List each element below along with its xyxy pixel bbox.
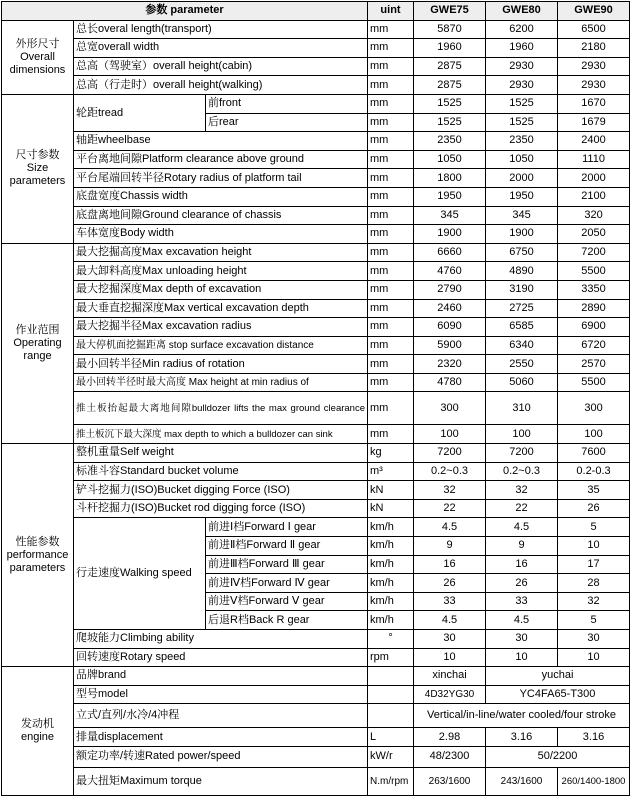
param-unit: km/h	[368, 555, 414, 574]
param-name: 最大停机面挖掘距离 stop surface excavation distance	[74, 336, 368, 355]
value-gwe75: 2.98	[414, 728, 486, 747]
value-gwe90: 1670	[558, 94, 630, 113]
param-unit: mm	[368, 57, 414, 76]
table-row	[2, 355, 630, 374]
value-gwe90: 2180	[558, 39, 630, 58]
param-unit: mm	[368, 150, 414, 169]
table-row	[2, 630, 630, 649]
value-gwe75: 300	[414, 392, 486, 425]
value-gwe75: 4D32YG30	[414, 685, 486, 704]
param-name: 总高（驾驶室）overall height(cabin)	[74, 57, 368, 76]
value-gwe80-gwe90: 50/2200	[486, 746, 630, 767]
value-gwe90: 2050	[558, 225, 630, 244]
value-gwe90: 2930	[558, 57, 630, 76]
param-unit: km/h	[368, 592, 414, 611]
header-model-gwe75: GWE75	[414, 2, 486, 21]
param-name: 最大卸料高度Max unloading height	[74, 262, 368, 281]
param-subname: 前进Ⅱ档Forward Ⅱ gear	[206, 537, 368, 556]
value-gwe80: 7200	[486, 444, 558, 463]
value-gwe75: 2460	[414, 299, 486, 318]
value-gwe75: 1050	[414, 150, 486, 169]
value-gwe80: 2930	[486, 76, 558, 95]
param-unit	[368, 704, 414, 728]
table-row	[2, 206, 630, 225]
value-gwe80: 6585	[486, 318, 558, 337]
value-gwe80: 30	[486, 630, 558, 649]
value-gwe75: 22	[414, 499, 486, 518]
value-gwe80: 22	[486, 499, 558, 518]
value-gwe80: 33	[486, 592, 558, 611]
value-gwe90: 10	[558, 648, 630, 667]
param-unit: kg	[368, 444, 414, 463]
param-subname: 后退R档Back R gear	[206, 611, 368, 630]
value-gwe75: 4.5	[414, 518, 486, 537]
value-gwe90: 100	[558, 425, 630, 444]
value-gwe75: 2875	[414, 57, 486, 76]
value-gwe80: 10	[486, 648, 558, 667]
value-gwe80: 1050	[486, 150, 558, 169]
value-gwe75: 9	[414, 537, 486, 556]
value-all-models: Vertical/in-line/water cooled/four stroke	[414, 704, 630, 728]
value-gwe75: 10	[414, 648, 486, 667]
table-row	[2, 132, 630, 151]
param-name: 标准斗容Standard bucket volume	[74, 462, 368, 481]
value-gwe75: 1950	[414, 187, 486, 206]
param-name: 推土板沉下最大深度 max depth to which a bulldozer can sink	[74, 425, 368, 444]
value-gwe90: 3350	[558, 280, 630, 299]
value-gwe75: 1960	[414, 39, 486, 58]
param-subname: 后rear	[206, 113, 368, 132]
value-gwe75: 1525	[414, 113, 486, 132]
param-unit: mm	[368, 169, 414, 188]
value-gwe75: 1900	[414, 225, 486, 244]
value-gwe80-gwe90: YC4FA65-T300	[486, 685, 630, 704]
table-row	[2, 746, 630, 767]
value-gwe90: 30	[558, 630, 630, 649]
value-gwe90: 5	[558, 518, 630, 537]
table-row	[2, 243, 630, 262]
value-gwe80: 1950	[486, 187, 558, 206]
table-row	[2, 20, 630, 39]
table-row	[2, 444, 630, 463]
param-name: 回转速度Rotary speed	[74, 648, 368, 667]
param-name: 铲斗挖掘力(ISO)Bucket digging Force (ISO)	[74, 481, 368, 500]
value-gwe80: 3.16	[486, 728, 558, 747]
value-gwe75: 5870	[414, 20, 486, 39]
param-unit: mm	[368, 20, 414, 39]
table-row	[2, 336, 630, 355]
table-row	[2, 728, 630, 747]
param-name: 斗杆挖掘力(ISO)Bucket rod digging force (ISO)	[74, 499, 368, 518]
param-unit: kW/r	[368, 746, 414, 767]
value-gwe80: 26	[486, 574, 558, 593]
param-unit: mm	[368, 132, 414, 151]
value-gwe75: 4760	[414, 262, 486, 281]
table-row	[2, 767, 630, 795]
value-gwe90: 28	[558, 574, 630, 593]
param-unit: km/h	[368, 537, 414, 556]
param-unit: m³	[368, 462, 414, 481]
value-gwe90: 2000	[558, 169, 630, 188]
value-gwe75: 2350	[414, 132, 486, 151]
value-gwe80: 5060	[486, 373, 558, 392]
value-gwe90: 6500	[558, 20, 630, 39]
param-unit: mm	[368, 392, 414, 425]
param-name: 推土板抬起最大离地间隙bulldozer lifts the max ground clearance	[74, 392, 368, 425]
category-engine: 发动机 engine	[2, 667, 74, 796]
param-unit: mm	[368, 262, 414, 281]
header-model-gwe90: GWE90	[558, 2, 630, 21]
param-name: 整机重量Self weight	[74, 444, 368, 463]
value-gwe90: 2100	[558, 187, 630, 206]
value-gwe80: 2000	[486, 169, 558, 188]
table-row	[2, 648, 630, 667]
table-row	[2, 39, 630, 58]
value-gwe80: 345	[486, 206, 558, 225]
value-gwe90: 5	[558, 611, 630, 630]
value-gwe90: 5500	[558, 373, 630, 392]
header-unit: uint	[368, 2, 414, 21]
param-unit: mm	[368, 225, 414, 244]
value-gwe90: 260/1400-1800	[558, 767, 630, 795]
table-row	[2, 518, 630, 537]
value-gwe75: 30	[414, 630, 486, 649]
param-unit: km/h	[368, 611, 414, 630]
value-gwe80: 100	[486, 425, 558, 444]
value-gwe80: 6200	[486, 20, 558, 39]
table-row	[2, 187, 630, 206]
param-unit: mm	[368, 355, 414, 374]
value-gwe90: 7200	[558, 243, 630, 262]
param-name: 型号model	[74, 685, 368, 704]
value-gwe75: xinchai	[414, 667, 486, 686]
value-gwe90: 6720	[558, 336, 630, 355]
value-gwe80: 3190	[486, 280, 558, 299]
value-gwe80: 1525	[486, 94, 558, 113]
param-name: 爬坡能力Climbing ability	[74, 630, 368, 649]
value-gwe90: 10	[558, 537, 630, 556]
table-row	[2, 704, 630, 728]
value-gwe75: 0.2~0.3	[414, 462, 486, 481]
param-unit: mm	[368, 187, 414, 206]
param-name: 最大垂直挖掘深度Max vertical excavation depth	[74, 299, 368, 318]
header-row	[2, 2, 630, 21]
param-name: 最大扭矩Maximum torque	[74, 767, 368, 795]
value-gwe80: 4890	[486, 262, 558, 281]
value-gwe90: 17	[558, 555, 630, 574]
param-unit: mm	[368, 76, 414, 95]
value-gwe75: 4.5	[414, 611, 486, 630]
value-gwe75: 2790	[414, 280, 486, 299]
header-model-gwe80: GWE80	[486, 2, 558, 21]
value-gwe80: 4.5	[486, 611, 558, 630]
value-gwe75: 5900	[414, 336, 486, 355]
value-gwe75: 48/2300	[414, 746, 486, 767]
param-unit: rpm	[368, 648, 414, 667]
table-row	[2, 373, 630, 392]
table-row	[2, 76, 630, 95]
table-row	[2, 169, 630, 188]
value-gwe90: 32	[558, 592, 630, 611]
param-subname: 前进Ⅰ档Forward Ⅰ gear	[206, 518, 368, 537]
value-gwe90: 2890	[558, 299, 630, 318]
value-gwe75: 7200	[414, 444, 486, 463]
value-gwe80: 1960	[486, 39, 558, 58]
value-gwe75: 2875	[414, 76, 486, 95]
table-row	[2, 262, 630, 281]
value-gwe90: 2570	[558, 355, 630, 374]
value-gwe80: 9	[486, 537, 558, 556]
table-row	[2, 392, 630, 425]
value-gwe90: 7600	[558, 444, 630, 463]
value-gwe80: 2350	[486, 132, 558, 151]
value-gwe90: 3.16	[558, 728, 630, 747]
value-gwe75: 263/1600	[414, 767, 486, 795]
param-name: 平台尾端回转半径Rotary radius of platform tail	[74, 169, 368, 188]
param-subname: 前进Ⅳ档Forward Ⅳ gear	[206, 574, 368, 593]
param-unit: mm	[368, 425, 414, 444]
param-name: 最小回转半径时最大高度 Max height at min radius of	[74, 373, 368, 392]
param-subname: 前进Ⅴ档Forward Ⅴ gear	[206, 592, 368, 611]
value-gwe80: 6340	[486, 336, 558, 355]
param-name: 立式/直列/水冷/4冲程	[74, 704, 368, 728]
spec-table	[1, 1, 630, 796]
value-gwe90: 35	[558, 481, 630, 500]
value-gwe80: 16	[486, 555, 558, 574]
table-row	[2, 57, 630, 76]
table-row	[2, 667, 630, 686]
param-unit: kN	[368, 481, 414, 500]
table-row	[2, 94, 630, 113]
table-row	[2, 318, 630, 337]
value-gwe80: 310	[486, 392, 558, 425]
value-gwe75: 32	[414, 481, 486, 500]
param-group-name: 行走速度Walking speed	[74, 518, 206, 630]
value-gwe75: 345	[414, 206, 486, 225]
value-gwe80: 0.2~0.3	[486, 462, 558, 481]
param-group-name: 轮距tread	[74, 94, 206, 131]
value-gwe75: 26	[414, 574, 486, 593]
table-row	[2, 225, 630, 244]
param-name: 车体宽度Body width	[74, 225, 368, 244]
value-gwe75: 6660	[414, 243, 486, 262]
param-unit: mm	[368, 94, 414, 113]
table-row	[2, 481, 630, 500]
value-gwe80: 32	[486, 481, 558, 500]
param-name: 总宽overall width	[74, 39, 368, 58]
param-name: 总高（行走时）overall height(walking)	[74, 76, 368, 95]
table-row	[2, 462, 630, 481]
value-gwe90: 6900	[558, 318, 630, 337]
value-gwe80-gwe90: yuchai	[486, 667, 630, 686]
param-unit: °	[368, 630, 414, 649]
category-size: 尺寸参数 Size parameters	[2, 94, 74, 243]
table-row	[2, 499, 630, 518]
value-gwe75: 33	[414, 592, 486, 611]
param-unit: km/h	[368, 518, 414, 537]
value-gwe90: 2930	[558, 76, 630, 95]
param-name: 总长overal length(transport)	[74, 20, 368, 39]
header-parameter: 参数 parameter	[2, 2, 368, 21]
param-name: 排量displacement	[74, 728, 368, 747]
param-unit: mm	[368, 39, 414, 58]
value-gwe90: 320	[558, 206, 630, 225]
param-unit: kN	[368, 499, 414, 518]
value-gwe80: 4.5	[486, 518, 558, 537]
param-unit: mm	[368, 373, 414, 392]
param-unit: mm	[368, 113, 414, 132]
param-name: 最小回转半径Min radius of rotation	[74, 355, 368, 374]
param-unit: mm	[368, 206, 414, 225]
param-unit: mm	[368, 243, 414, 262]
param-name: 最大挖掘深度Max depth of excavation	[74, 280, 368, 299]
value-gwe80: 1525	[486, 113, 558, 132]
param-name: 轴距wheelbase	[74, 132, 368, 151]
category-performance: 性能参数 performance parameters	[2, 444, 74, 667]
param-name: 底盘宽度Chassis width	[74, 187, 368, 206]
param-name: 最大挖掘高度Max excavation height	[74, 243, 368, 262]
table-row	[2, 425, 630, 444]
value-gwe90: 26	[558, 499, 630, 518]
value-gwe75: 6090	[414, 318, 486, 337]
value-gwe75: 1800	[414, 169, 486, 188]
table-row	[2, 280, 630, 299]
value-gwe90: 1679	[558, 113, 630, 132]
value-gwe90: 2400	[558, 132, 630, 151]
param-unit: N.m/rpm	[368, 767, 414, 795]
param-unit: mm	[368, 318, 414, 337]
value-gwe80: 2930	[486, 57, 558, 76]
value-gwe80: 2550	[486, 355, 558, 374]
param-subname: 前进Ⅲ档Forward Ⅲ gear	[206, 555, 368, 574]
value-gwe80: 1900	[486, 225, 558, 244]
param-unit: km/h	[368, 574, 414, 593]
table-row	[2, 150, 630, 169]
value-gwe75: 1525	[414, 94, 486, 113]
param-unit: L	[368, 728, 414, 747]
param-unit: mm	[368, 299, 414, 318]
param-name: 品牌brand	[74, 667, 368, 686]
param-name: 平台离地间隙Platform clearance above ground	[74, 150, 368, 169]
param-unit	[368, 685, 414, 704]
value-gwe90: 5500	[558, 262, 630, 281]
table-row	[2, 299, 630, 318]
value-gwe80: 243/1600	[486, 767, 558, 795]
param-subname: 前front	[206, 94, 368, 113]
value-gwe75: 16	[414, 555, 486, 574]
param-name: 底盘离地间隙Ground clearance of chassis	[74, 206, 368, 225]
param-unit: mm	[368, 280, 414, 299]
param-name: 额定功率/转速Rated power/speed	[74, 746, 368, 767]
table-row	[2, 685, 630, 704]
value-gwe90: 1110	[558, 150, 630, 169]
param-unit: mm	[368, 336, 414, 355]
value-gwe75: 100	[414, 425, 486, 444]
param-name: 最大挖掘半径Max excavation radius	[74, 318, 368, 337]
value-gwe80: 2725	[486, 299, 558, 318]
value-gwe75: 4780	[414, 373, 486, 392]
category-operating: 作业范围 Operating range	[2, 243, 74, 443]
value-gwe90: 300	[558, 392, 630, 425]
value-gwe80: 6750	[486, 243, 558, 262]
value-gwe90: 0.2-0.3	[558, 462, 630, 481]
category-overall: 外形尺寸 Overall dimensions	[2, 20, 74, 94]
value-gwe75: 2320	[414, 355, 486, 374]
param-unit	[368, 667, 414, 686]
